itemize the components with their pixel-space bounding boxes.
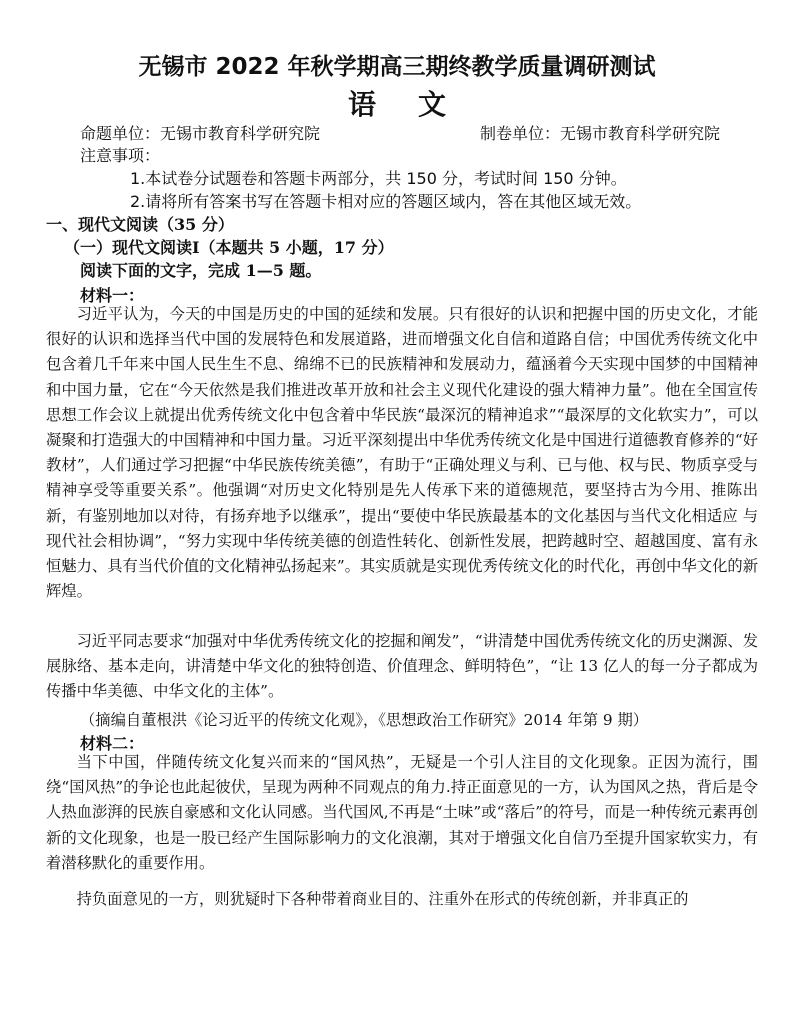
producer-unit: 制卷单位：无锡市教育科学研究院 xyxy=(480,124,721,143)
notice-item-2: 2.请将所有答案书写在答题卡相对应的答题区域内，答在其他区域无效。 xyxy=(130,192,642,211)
material1-paragraph-2: 习近平同志要求“加强对中华优秀传统文化的挖掘和阐发”，“讲清楚中国优秀传统文化的历史渊源、发展脉络、基本走向，讲清楚中华文化的独特创造、价值理念、鲜明特色”，“让 13 亿人的每一分子都成为传播中华美德、中华文化的主体”。 xyxy=(46,632,758,701)
reading-instruction: 阅读下面的文字，完成 1—5 题。 xyxy=(80,261,322,280)
notice-item-1: 1.本试卷分试题卷和答题卡两部分，共 150 分，考试时间 150 分钟。 xyxy=(130,169,627,188)
material2-paragraph-2: 持负面意见的一方，则犹疑时下各种带着商业目的、注重外在形式的传统创新，并非真正的 xyxy=(76,890,689,908)
material2-paragraph-1: 当下中国，伴随传统文化复兴而来的“国风热”，无疑是一个引人注目的文化现象。正因为流行，围绕“国风热”的争论也此起彼伏，呈现为两种不同观点的角力.持正面意见的一方，认为国风之热，背后是令人热血澎湃的民族自豪感和文化认同感。当代国风,不再是“土味”或“落后”的符号，而是一种传统元素再创新的文化现象，也是一股已经产生国际影响力的文化浪潮，其对于增强文化自信乃至提升国家软实力，有着潜移默化的重要作用。 xyxy=(46,753,758,872)
material2-label: 材料二： xyxy=(80,734,145,753)
setter-unit: 命题单位：无锡市教育科学研究院 xyxy=(80,124,321,143)
subject-title: 语文 xyxy=(347,88,488,121)
material1-label: 材料一： xyxy=(80,286,145,305)
material1-paragraph-1: 习近平认为，今天的中国是历史的中国的延续和发展。只有很好的认识和把握中国的历史文化，才能很好的认识和选择当代中国的发展特色和发展道路，进而增强文化自信和道路自信；中国优秀传统文化中包含着几千年来中国人民生生不息、绵绵不已的民族精神和发展动力，蕴涵着今天实现中国梦的中国精神和中国力量，它在“今天依然是我们推进改革开放和社会主义现代化建设的强大精神力量”。他在全国宣传思想工作会议上就提出优秀传统文化中包含着中华民族“最深沉的精神追求”“最深厚的文化软实力”，可以凝聚和打造强大的中国精神和中国力量。习近平深刻提出中华优秀传统文化是中国进行道德教育修养的“好教材”，人们通过学习把握“中华民族传统美德”，有助于“正确处理义与利、已与他、权与民、物质享受与精神享受等重要关系”。他强调“对历史文化特别是先人传承下来的道德规范，要坚持古为今用、推陈出新，有鉴别地加以对待，有扬弃地予以继承”，提出“要使中华民族最基本的文化基因与当代文化相适应 与现代社会相协调”，“努力实现中华传统美德的创造性转化、创新性发展，把跨越时空、超越国度、富有永恒魅力、具有当代价值的文化精神弘扬起来”。其实质就是实现优秀传统文化的时代化，再创中华文化的新辉煌。 xyxy=(46,305,758,601)
section-title: 一、现代文阅读（35 分） xyxy=(46,215,234,234)
section-subtitle: （一）现代文阅读Ⅰ（本题共 5 小题，17 分） xyxy=(64,238,394,257)
material1-source: （摘编自董根洪《论习近平的传统文化观》，《思想政治工作研究》2014 年第 9 期） xyxy=(80,711,649,729)
notice-heading: 注意事项： xyxy=(80,146,161,165)
exam-title: 无锡市 2022 年秋学期高三期终教学质量调研测试 xyxy=(138,54,656,80)
